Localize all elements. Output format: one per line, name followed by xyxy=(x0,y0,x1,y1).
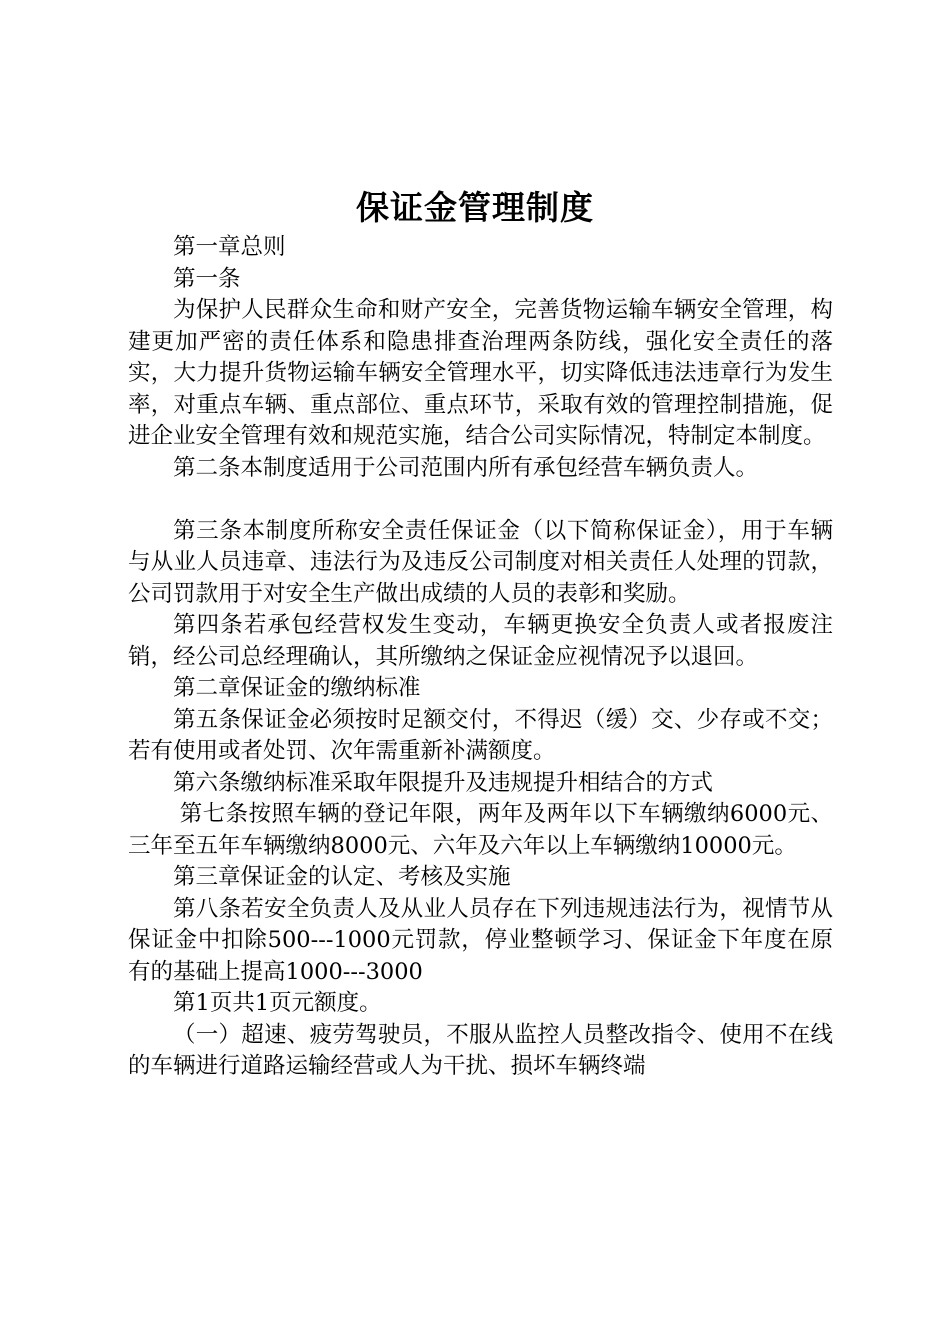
article-heading: 第一条 xyxy=(173,265,241,292)
paragraph: 第二条本制度适用于公司范围内所有承包经营车辆负责人。 xyxy=(173,454,759,481)
paragraph: 第五条保证金必须按时足额交付，不得迟（缓）交、少存或不交；若有使用或者处罚、次年需重新补满额度。 xyxy=(128,706,833,764)
paragraph: 第七条按照车辆的登记年限，两年及两年以下车辆缴纳6000元、三年至五年车辆缴纳8000元、六年及六年以上车辆缴纳10000元。 xyxy=(128,801,833,859)
paragraph: 第六条缴纳标准采取年限提升及违规提升相结合的方式 xyxy=(173,769,714,796)
chapter-heading: 第二章保证金的缴纳标准 xyxy=(173,675,421,701)
paragraph: （一）超速、疲劳驾驶员，不服从监控人员整改指令、使用不在线的车辆进行道路运输经营或人为干扰、损坏车辆终端 xyxy=(128,1021,833,1079)
document-title: 保证金管理制度 xyxy=(356,188,594,227)
paragraph: 第三条本制度所称安全责任保证金（以下简称保证金），用于车辆与从业人员违章、违法行为及违反公司制度对相关责任人处理的罚款，公司罚款用于对安全生产做出成绩的人员的表彰和奖励。 xyxy=(128,517,833,607)
page-footer-text: 第1页共1页元额度。 xyxy=(173,990,382,1016)
paragraph: 为保护人民群众生命和财产安全，完善货物运输车辆安全管理，构建更加严密的责任体系和隐患排查治理两条防线，强化安全责任的落实，大力提升货物运输车辆安全管理水平，切实降低违法违章行为发生率，对重点车辆、重点部位、重点环节，采取有效的管理控制措施，促进企业安全管理有效和规范实施，结合公司实际情况，特制定本制度。 xyxy=(128,297,833,449)
chapter-heading: 第三章保证金的认定、考核及实施 xyxy=(173,864,511,890)
chapter-heading: 第一章总则 xyxy=(173,234,286,260)
document-body xyxy=(128,232,833,1083)
paragraph: 第四条若承包经营权发生变动，车辆更换安全负责人或者报废注销，经公司总经理确认，其所缴纳之保证金应视情况予以退回。 xyxy=(128,612,833,670)
paragraph: 第八条若安全负责人及从业人员存在下列违规违法行为，视情节从保证金中扣除500---1000元罚款，停业整顿学习、保证金下年度在原有的基础上提高1000---3000 xyxy=(128,895,833,985)
